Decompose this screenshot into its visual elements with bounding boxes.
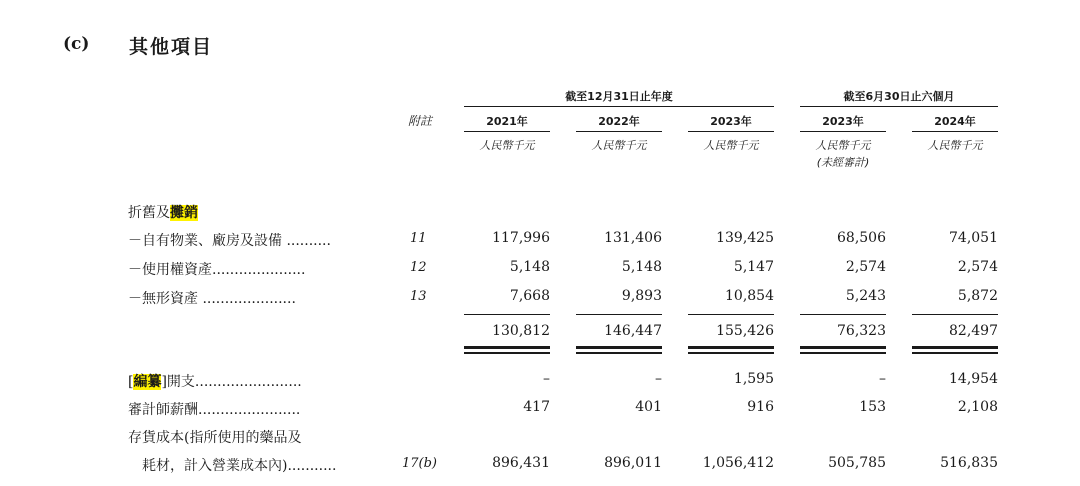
- total-double-rule-b-2023: [688, 352, 774, 354]
- cell-rou-2023h: 2,574: [845, 259, 886, 275]
- cell-intangible-2023: 10,854: [725, 288, 774, 304]
- cell-ppe-2022: 131,406: [604, 230, 662, 246]
- row-note-intangible: 13: [410, 289, 427, 304]
- total-double-rule-a-2023h: [800, 346, 886, 349]
- cell-rou-2023: 5,147: [733, 259, 774, 275]
- total-2021: 130,812: [492, 323, 550, 339]
- group-header-year: 截至12月31日止年度: [565, 90, 673, 103]
- row-note-ppe: 11: [410, 231, 427, 246]
- subtotal-rule-2022: [576, 314, 662, 315]
- section-label: (c): [63, 34, 90, 54]
- cell-ppe-2024h: 74,051: [949, 230, 998, 246]
- col-unit-2023-half: [800, 137, 886, 171]
- cell-ppe-2023: 139,425: [716, 230, 774, 246]
- unaudited-note: (未經審計): [816, 156, 870, 169]
- group-header-half: 截至6月30日止六個月: [843, 90, 955, 103]
- cell-auditor-2023: 916: [747, 399, 774, 415]
- col-year-2021: 2021年: [486, 115, 528, 128]
- cell-listing-2023: 1,595: [733, 371, 774, 387]
- row-note-rou: 12: [410, 260, 427, 275]
- total-double-rule-a-2022: [576, 346, 662, 349]
- dep-title-prefix: 折舊及: [128, 205, 170, 221]
- cell-intangible-2022: 9,893: [621, 288, 662, 304]
- total-2024h: 82,497: [949, 323, 998, 339]
- total-double-rule-b-2023h: [800, 352, 886, 354]
- col-year-2023-half: 2023年: [822, 115, 864, 128]
- cell-inventory-2022: 896,011: [604, 455, 662, 471]
- row-label-inventory-line1: 存貨成本(指所使用的藥品及: [128, 430, 302, 446]
- total-double-rule-b-2022: [576, 352, 662, 354]
- cell-rou-2021: 5,148: [509, 259, 550, 275]
- col-rule-2024-half: [912, 131, 998, 132]
- section-title: 其他項目: [129, 36, 214, 58]
- group-rule-half: [800, 106, 998, 107]
- total-2022: 146,447: [604, 323, 662, 339]
- cell-auditor-2021: 417: [523, 399, 550, 415]
- col-unit-2022: 人民幣千元: [591, 139, 647, 152]
- cell-auditor-2022: 401: [635, 399, 662, 415]
- total-2023h: 76,323: [837, 323, 886, 339]
- cell-inventory-2023h: 505,785: [828, 455, 886, 471]
- subtotal-rule-2024h: [912, 314, 998, 315]
- col-unit-2021: 人民幣千元: [479, 139, 535, 152]
- total-double-rule-b-2021: [464, 352, 550, 354]
- cell-inventory-2024h: 516,835: [940, 455, 998, 471]
- subtotal-rule-2021: [464, 314, 550, 315]
- row-label-inventory-line2: 耗材，計入營業成本內)...........: [142, 458, 337, 474]
- listing-highlight: 編纂: [133, 374, 162, 390]
- cell-listing-2021: –: [543, 371, 550, 387]
- col-year-2023: 2023年: [710, 115, 752, 128]
- col-rule-2023-half: [800, 131, 886, 132]
- col-unit-2023: 人民幣千元: [703, 139, 759, 152]
- cell-listing-2022: –: [655, 371, 662, 387]
- cell-listing-2024h: 14,954: [949, 371, 998, 387]
- cell-listing-2023h: –: [879, 371, 886, 387]
- col-year-2024-half: 2024年: [934, 115, 976, 128]
- dep-block-title: [128, 202, 198, 222]
- col-rule-2021: [464, 131, 550, 132]
- total-double-rule-a-2023: [688, 346, 774, 349]
- cell-inventory-2021: 896,431: [492, 455, 550, 471]
- total-2023: 155,426: [716, 323, 774, 339]
- col-year-2022: 2022年: [598, 115, 640, 128]
- col-rule-2022: [576, 131, 662, 132]
- cell-intangible-2021: 7,668: [509, 288, 550, 304]
- row-label-listing: [128, 371, 302, 391]
- total-double-rule-a-2021: [464, 346, 550, 349]
- listing-label-rest: ]開支........................: [161, 374, 302, 390]
- col-rule-2023: [688, 131, 774, 132]
- group-rule-year: [464, 106, 774, 107]
- unit-text: 人民幣千元: [815, 139, 871, 152]
- cell-rou-2024h: 2,574: [957, 259, 998, 275]
- col-unit-2024-half: 人民幣千元: [927, 139, 983, 152]
- cell-ppe-2023h: 68,506: [837, 230, 886, 246]
- subtotal-rule-2023h: [800, 314, 886, 315]
- cell-intangible-2023h: 5,243: [845, 288, 886, 304]
- row-label-auditor: 審計師薪酬.......................: [128, 402, 301, 418]
- cell-auditor-2024h: 2,108: [957, 399, 998, 415]
- listing-bracket-open: [: [128, 374, 134, 390]
- row-label-intangible: －無形資產 .....................: [128, 291, 296, 307]
- row-note-inventory: 17(b): [402, 456, 438, 471]
- cell-auditor-2023h: 153: [859, 399, 886, 415]
- cell-ppe-2021: 117,996: [492, 230, 550, 246]
- note-column-header: 附註: [408, 114, 433, 128]
- dep-title-highlight: 攤銷: [170, 205, 198, 221]
- subtotal-rule-2023: [688, 314, 774, 315]
- row-label-rou: －使用權資產.....................: [128, 262, 306, 278]
- cell-inventory-2023: 1,056,412: [702, 455, 774, 471]
- cell-intangible-2024h: 5,872: [957, 288, 998, 304]
- total-double-rule-a-2024h: [912, 346, 998, 349]
- total-double-rule-b-2024h: [912, 352, 998, 354]
- row-label-ppe: －自有物業、廠房及設備 ..........: [128, 233, 331, 249]
- cell-rou-2022: 5,148: [621, 259, 662, 275]
